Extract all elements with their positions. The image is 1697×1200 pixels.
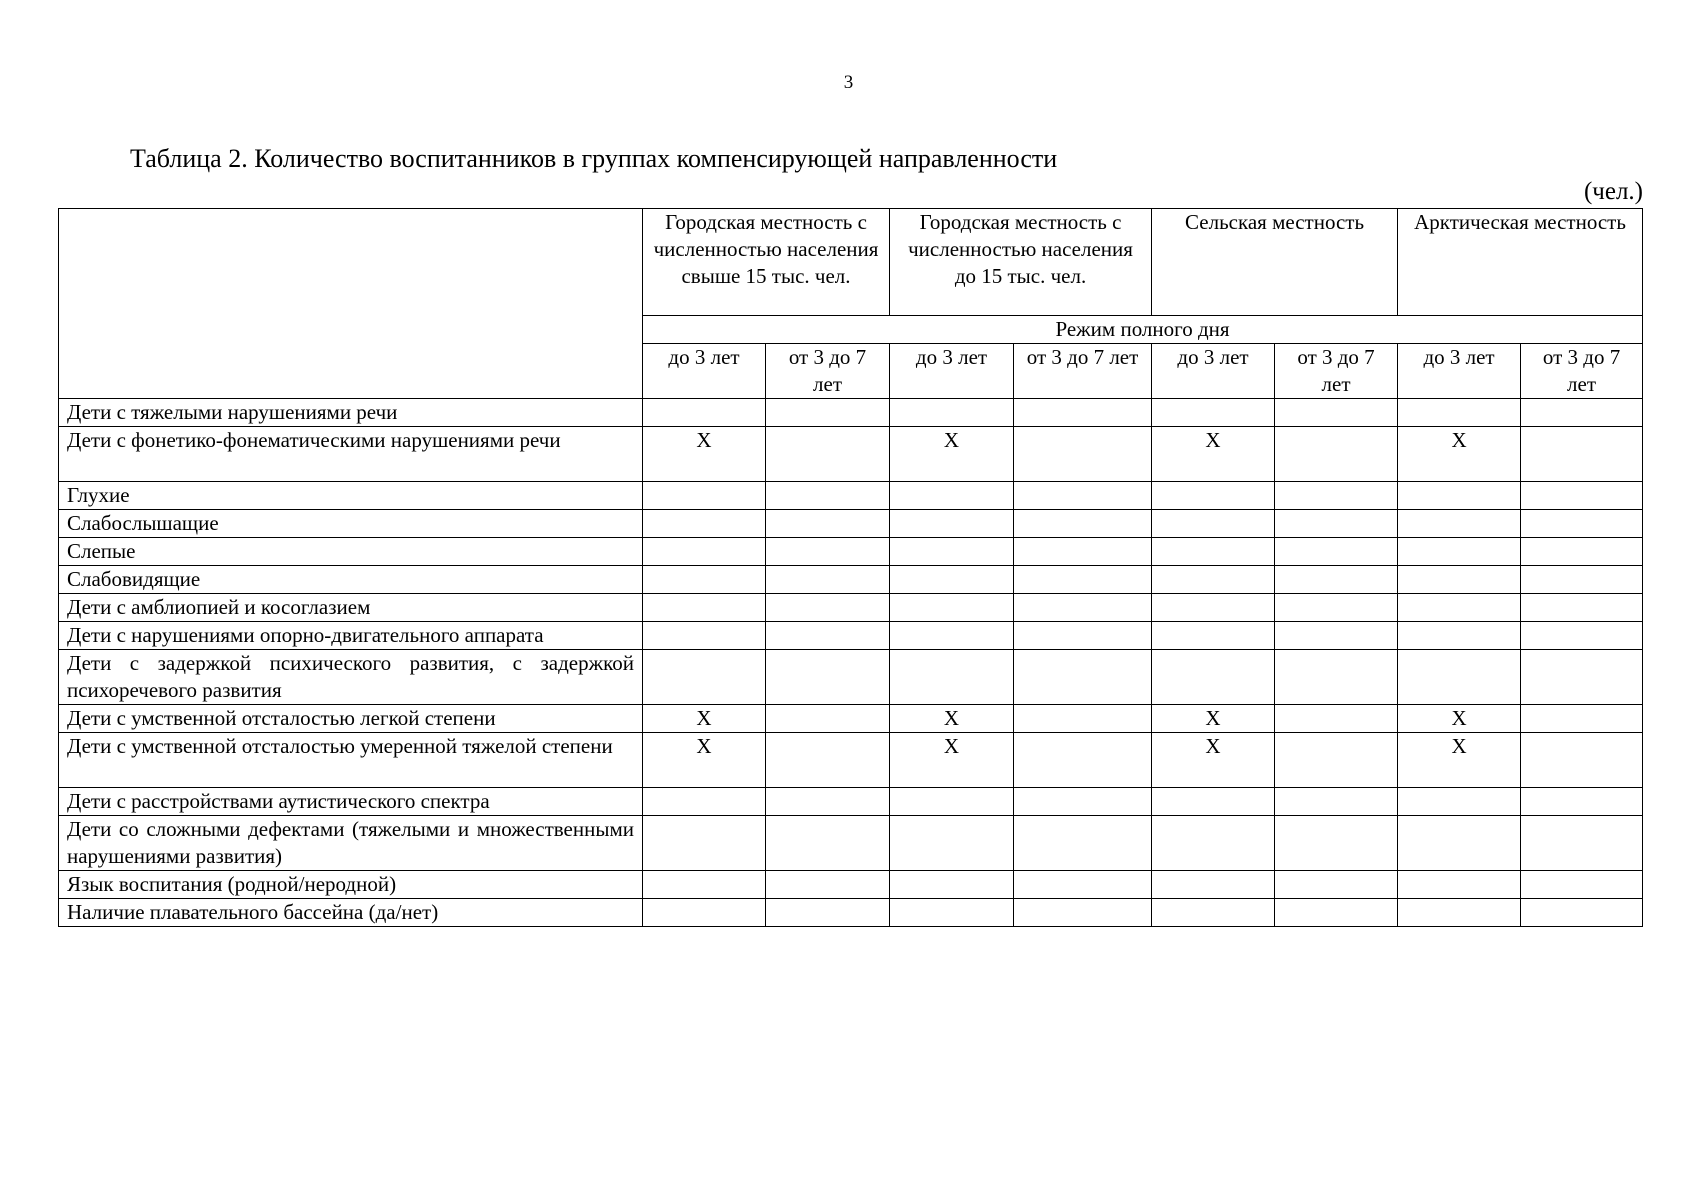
row-label: Дети с задержкой психического развития, с задержкой психоречевого развития: [59, 650, 643, 705]
table-cell: [890, 566, 1014, 594]
table-cell: [1521, 705, 1643, 733]
header-age: от 3 до 7 лет: [1014, 344, 1152, 399]
unit-label: (чел.): [1583, 178, 1643, 205]
table-cell: [1521, 899, 1643, 927]
table-cell: [1275, 538, 1398, 566]
table-cell: [1152, 510, 1275, 538]
table-cell: [1014, 427, 1152, 482]
table-cell: [1398, 510, 1521, 538]
table-row: [59, 566, 1643, 594]
table-cell: [643, 594, 766, 622]
table-cell: [766, 733, 890, 788]
table-cell: [766, 816, 890, 871]
table-row: [59, 899, 1643, 927]
table-cell: [1014, 399, 1152, 427]
table-cell: [1152, 899, 1275, 927]
table-cell: [766, 427, 890, 482]
table-cell: [890, 510, 1014, 538]
table-cell: [1398, 482, 1521, 510]
table-cell: [1014, 510, 1152, 538]
table-row: [59, 788, 1643, 816]
table-cell: [890, 482, 1014, 510]
table-cell: [643, 622, 766, 650]
table-cell: [1521, 427, 1643, 482]
table-cell: [1275, 733, 1398, 788]
table-cell: [1275, 622, 1398, 650]
table-cell: [1014, 566, 1152, 594]
table-cell: [1275, 594, 1398, 622]
table-row: [59, 427, 1643, 482]
table-cell: [1275, 566, 1398, 594]
table-cell: [890, 788, 1014, 816]
table-cell: [1152, 399, 1275, 427]
table-row: [59, 650, 1643, 705]
row-label: Язык воспитания (родной/неродной): [59, 871, 643, 899]
table-cell: [1152, 482, 1275, 510]
table-cell: X: [1398, 733, 1521, 788]
table-cell: [1398, 650, 1521, 705]
table-cell: [1152, 594, 1275, 622]
table-cell: [1521, 510, 1643, 538]
table-cell: [643, 899, 766, 927]
table-cell: [1275, 482, 1398, 510]
header-age: от 3 до 7 лет: [1275, 344, 1398, 399]
table-cell: [643, 482, 766, 510]
row-label: Глухие: [59, 482, 643, 510]
table-cell: X: [1152, 705, 1275, 733]
header-age: до 3 лет: [1398, 344, 1521, 399]
table-cell: [1275, 899, 1398, 927]
table-row: [59, 538, 1643, 566]
row-label: Слепые: [59, 538, 643, 566]
table-cell: [643, 650, 766, 705]
table-row: [59, 510, 1643, 538]
table-row: [59, 482, 1643, 510]
table-cell: [1275, 427, 1398, 482]
table-cell: [766, 650, 890, 705]
table-cell: [1521, 566, 1643, 594]
table-cell: [1014, 705, 1152, 733]
table-cell: [1275, 788, 1398, 816]
row-label: Дети с умственной отсталостью легкой степени: [59, 705, 643, 733]
table-cell: [1152, 650, 1275, 705]
table-cell: X: [1398, 427, 1521, 482]
table-cell: [1398, 566, 1521, 594]
table-cell: X: [643, 427, 766, 482]
table-cell: [1521, 594, 1643, 622]
corner-header-cell: [59, 209, 643, 399]
table-cell: [1152, 788, 1275, 816]
table-cell: [1014, 622, 1152, 650]
table-cell: [890, 899, 1014, 927]
row-label: Дети с тяжелыми нарушениями речи: [59, 399, 643, 427]
table-cell: [766, 788, 890, 816]
table-cell: [1398, 871, 1521, 899]
row-label: Дети с нарушениями опорно-двигательного аппарата: [59, 622, 643, 650]
table-cell: [1521, 650, 1643, 705]
table-cell: [1275, 871, 1398, 899]
row-label: Наличие плавательного бассейна (да/нет): [59, 899, 643, 927]
table-cell: [766, 538, 890, 566]
table-cell: [1014, 482, 1152, 510]
table-cell: [1014, 733, 1152, 788]
table-cell: [643, 816, 766, 871]
row-label: Дети с фонетико-фонематическими нарушениями речи: [59, 427, 643, 482]
table-cell: X: [890, 705, 1014, 733]
table-cell: [1521, 871, 1643, 899]
table-cell: [643, 538, 766, 566]
table-cell: [1398, 622, 1521, 650]
header-rural: Сельская местность: [1152, 209, 1398, 316]
table-cell: X: [1152, 427, 1275, 482]
table-cell: [1152, 538, 1275, 566]
table-cell: [1014, 650, 1152, 705]
table-cell: [1014, 594, 1152, 622]
row-label: Слабослышащие: [59, 510, 643, 538]
table-cell: [1275, 816, 1398, 871]
table-cell: X: [890, 427, 1014, 482]
table-cell: [1014, 871, 1152, 899]
table-cell: [1014, 538, 1152, 566]
table-row: [59, 871, 1643, 899]
row-label: Дети с расстройствами аутистического спектра: [59, 788, 643, 816]
table-body: [59, 399, 1643, 927]
table-row: [59, 733, 1643, 788]
data-table: [58, 208, 1643, 927]
table-cell: [1521, 482, 1643, 510]
table-cell: [890, 650, 1014, 705]
row-label: Слабовидящие: [59, 566, 643, 594]
table-row: [59, 816, 1643, 871]
table-cell: X: [1398, 705, 1521, 733]
table-cell: [1275, 510, 1398, 538]
table-cell: [766, 705, 890, 733]
table-cell: X: [643, 705, 766, 733]
row-label: Дети с амблиопией и косоглазием: [59, 594, 643, 622]
table-cell: [1398, 788, 1521, 816]
table-cell: [1521, 538, 1643, 566]
table-cell: X: [890, 733, 1014, 788]
table-cell: [1152, 816, 1275, 871]
table-cell: [1152, 566, 1275, 594]
header-urban-small: Городская местность с численностью населения до 15 тыс. чел.: [890, 209, 1152, 316]
header-urban-large: Городская местность с численностью населения свыше 15 тыс. чел.: [643, 209, 890, 316]
table-cell: [1398, 594, 1521, 622]
table-cell: X: [643, 733, 766, 788]
table-cell: [1521, 399, 1643, 427]
table-cell: [643, 871, 766, 899]
table-cell: [643, 510, 766, 538]
table-cell: [1014, 788, 1152, 816]
table-cell: [1275, 650, 1398, 705]
header-age: до 3 лет: [1152, 344, 1275, 399]
row-label: Дети с умственной отсталостью умеренной тяжелой степени: [59, 733, 643, 788]
table-cell: [766, 899, 890, 927]
table-row: [59, 594, 1643, 622]
header-age: до 3 лет: [643, 344, 766, 399]
table-cell: [890, 622, 1014, 650]
table-cell: [890, 399, 1014, 427]
table-row: [59, 705, 1643, 733]
table-cell: [766, 510, 890, 538]
table-cell: [1521, 816, 1643, 871]
header-age: до 3 лет: [890, 344, 1014, 399]
table-cell: [1521, 733, 1643, 788]
table-cell: [766, 622, 890, 650]
table-cell: [1521, 788, 1643, 816]
table-cell: [1275, 399, 1398, 427]
table-cell: [1521, 622, 1643, 650]
table-cell: [1152, 622, 1275, 650]
table-cell: [1398, 816, 1521, 871]
table-row: [59, 399, 1643, 427]
header-arctic: Арктическая местность: [1398, 209, 1643, 316]
table-cell: [1398, 899, 1521, 927]
table-cell: [643, 788, 766, 816]
header-age: от 3 до 7 лет: [1521, 344, 1643, 399]
table-cell: [1014, 816, 1152, 871]
table-cell: [766, 871, 890, 899]
row-label: Дети со сложными дефектами (тяжелыми и множественными нарушениями развития): [59, 816, 643, 871]
header-age: от 3 до 7 лет: [766, 344, 890, 399]
table-cell: [1398, 538, 1521, 566]
table-cell: [766, 594, 890, 622]
table-cell: [890, 594, 1014, 622]
table-cell: [890, 816, 1014, 871]
table-cell: [766, 566, 890, 594]
header-regime: Режим полного дня: [643, 316, 1643, 344]
table-cell: [1152, 871, 1275, 899]
table-cell: [1014, 899, 1152, 927]
table-cell: [643, 399, 766, 427]
table-cell: [890, 538, 1014, 566]
table-cell: [766, 482, 890, 510]
table-cell: [643, 566, 766, 594]
table-cell: [890, 871, 1014, 899]
table-cell: [1398, 399, 1521, 427]
table-cell: [1275, 705, 1398, 733]
table-cell: [766, 399, 890, 427]
table-title: Таблица 2. Количество воспитанников в группах компенсирующей направленности: [130, 144, 1058, 173]
table-row: [59, 622, 1643, 650]
page-number: 3: [843, 72, 854, 93]
table-cell: X: [1152, 733, 1275, 788]
